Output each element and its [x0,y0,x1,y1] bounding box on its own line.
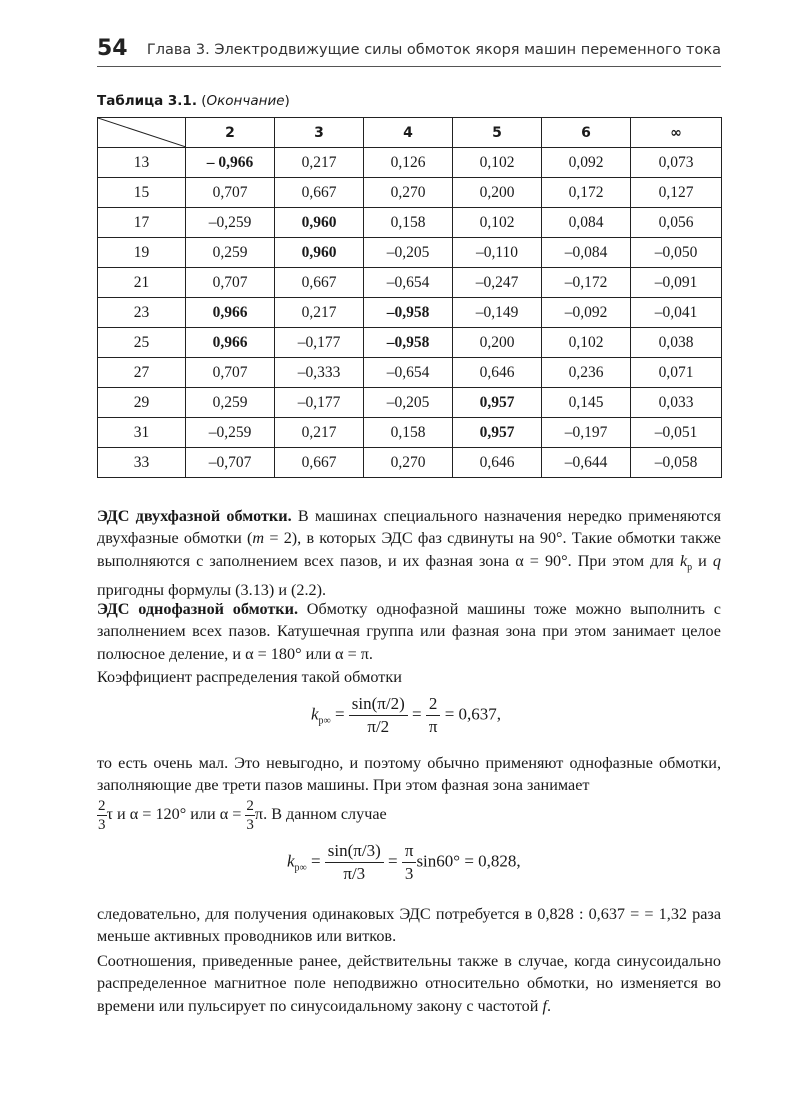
table-row [98,268,722,298]
paragraph-heading: ЭДС двухфазной обмотки. [97,507,292,525]
table-cell: –0,958 [364,328,453,358]
table-cell: –0,177 [275,388,364,418]
paragraph-coefficient-intro: Коэффициент распределения такой обмотки [97,668,402,686]
table-cell: –0,197 [542,418,631,448]
table-cell: 0,667 [275,178,364,208]
table-cell: 0,960 [275,238,364,268]
table-header-row [98,118,722,148]
table-cell: 0,270 [364,178,453,208]
table-cell: 0,073 [631,148,722,178]
table-cell: 0,158 [364,208,453,238]
table-row [98,298,722,328]
table-cell: –0,091 [631,268,722,298]
table-cell: –0,333 [275,358,364,388]
table-row [98,448,722,478]
coefficient-table [97,117,722,478]
column-header: 4 [364,118,453,148]
table-cell: 0,707 [186,268,275,298]
table-cell: –0,051 [631,418,722,448]
table-cell: 0,158 [364,418,453,448]
table-cell: –0,654 [364,268,453,298]
row-header-cell: 33 [98,448,186,478]
row-header-cell: 13 [98,148,186,178]
table-cell: 0,102 [453,148,542,178]
row-header-cell: 31 [98,418,186,448]
table-cell: 0,217 [275,298,364,328]
table-cell: 0,145 [542,388,631,418]
paragraph-conclusion: следовательно, для получения одинаковых ЭДС потребуется в 0,828 : 0,637 = = 1,32 раза меньше активных проводников или витков. [97,905,721,946]
table-cell: –0,058 [631,448,722,478]
table-cell: –0,172 [542,268,631,298]
table-cell: –0,707 [186,448,275,478]
row-header-cell: 15 [98,178,186,208]
table-cell: 0,236 [542,358,631,388]
table-cell: –0,205 [364,388,453,418]
table-cell: –0,084 [542,238,631,268]
fraction: $\frac{2}{3}$ [98,797,106,833]
running-head: Глава 3. Электродвижущие силы обмоток якоря машин переменного тока [146,42,721,58]
table-cell: 0,646 [453,448,542,478]
table-row [98,178,722,208]
row-header-cell: 25 [98,328,186,358]
paragraph-pulsating-field: Соотношения, приведенные ранее, действительны также в случае, когда синусоидально распределенное магнитное поле неподвижно относительно обмотки, но изменяется во времени или пульсирует по синусоидальному закону с частотой f. [97,952,721,1015]
row-header-cell: 27 [98,358,186,388]
fraction: $\frac{\sin(\pi/3)}{\pi/3}$ [325,840,384,885]
table-cell: –0,259 [186,208,275,238]
table-cell: 0,092 [542,148,631,178]
table-cell: 0,102 [542,328,631,358]
table-cell: 0,172 [542,178,631,208]
table-cell: –0,092 [542,298,631,328]
row-header-cell: 21 [98,268,186,298]
table-row [98,148,722,178]
table-cell: –0,110 [453,238,542,268]
table-caption-note: Окончание [206,93,285,109]
table-cell: –0,247 [453,268,542,298]
fraction: $\frac{\pi}{3}$ [402,840,417,885]
table-cell: 0,957 [453,388,542,418]
row-header-cell: 19 [98,238,186,268]
table-cell: 0,056 [631,208,722,238]
table-cell: –0,041 [631,298,722,328]
formula-distribution-pi3: $k_{р\infty}$ = $\frac{\sin(\pi/3)}{\pi/3}$ = $\frac{\pi}{3}$ sin60° = 0,828, [287,841,521,883]
table-cell: 0,960 [275,208,364,238]
table-cell: 0,270 [364,448,453,478]
table-row [98,358,722,388]
page-header [97,36,721,67]
paragraph-two-phase: ЭДС двухфазной обмотки. В машинах специального назначения нередко применяются двухфазные обмотки (m = 2), в которых ЭДС фаз сдвинуты на 90°. Такие обмотки также выполняются с заполнением всех пазов, и их фазная зона α = 90°. При этом для $k_р$ и q пригодны формулы (3.13) и (2.2). [97,507,721,599]
table-caption-label: Таблица 3.1. [97,93,197,109]
table-cell: 0,126 [364,148,453,178]
column-header: 2 [186,118,275,148]
table-cell: –0,644 [542,448,631,478]
table-cell: 0,707 [186,358,275,388]
table-cell: 0,084 [542,208,631,238]
table-cell: 0,217 [275,418,364,448]
table-cell: 0,957 [453,418,542,448]
table-cell: – 0,966 [186,148,275,178]
formula-distribution-pi2: $k_{р\infty}$ = $\frac{\sin(\pi/2)}{\pi/2}$ = $\frac{2}{\pi}$ = 0,637, [311,694,502,736]
table-cell: 0,259 [186,238,275,268]
table-cell: 0,966 [186,298,275,328]
column-header: 6 [542,118,631,148]
table-cell: –0,149 [453,298,542,328]
column-header: 3 [275,118,364,148]
page-number: 54 [97,36,128,61]
table-cell: 0,200 [453,328,542,358]
table-cell: –0,958 [364,298,453,328]
table-cell: 0,966 [186,328,275,358]
table-cell: 0,259 [186,388,275,418]
table-row [98,418,722,448]
table-cell: 0,217 [275,148,364,178]
paragraph-single-phase: ЭДС однофазной обмотки. Обмотку однофазной машины тоже можно выполнить с заполнением всех пазов. Катушечная группа или фазная зона при этом занимает целое полюсное деление, и α = 180° или α = π. [97,600,721,663]
row-header-cell: 29 [98,388,186,418]
table-cell: 0,707 [186,178,275,208]
table-cell: 0,033 [631,388,722,418]
row-header-cell: 17 [98,208,186,238]
table-row [98,208,722,238]
fraction: $\frac{2}{\pi}$ [426,693,441,738]
table-cell: –0,205 [364,238,453,268]
table-cell: –0,177 [275,328,364,358]
table-cell: –0,259 [186,418,275,448]
table-cell: 0,038 [631,328,722,358]
paragraph-heading: ЭДС однофазной обмотки. [97,600,299,618]
table-cell: 0,200 [453,178,542,208]
fraction: $\frac{\sin(\pi/2)}{\pi/2}$ [349,693,408,738]
table-row [98,328,722,358]
table-cell: 0,127 [631,178,722,208]
table-cell: 0,071 [631,358,722,388]
paragraph-two-thirds: то есть очень мал. Это невыгодно, и поэтому обычно применяют однофазные обмотки, заполняющие две трети пазов машины. При этом фазная зона занимает $\frac{2}{3}$ τ и α = 120° или α = $\frac{2}{3}$ π. В данном случае [97,754,721,833]
table-cell: 0,102 [453,208,542,238]
column-header: ∞ [631,118,722,148]
table-caption: Таблица 3.1. (Окончание) [97,93,290,109]
table-cell: 0,646 [453,358,542,388]
table-cell: 0,667 [275,448,364,478]
column-header: 5 [453,118,542,148]
diagonal-line [98,118,186,147]
table-cell: –0,654 [364,358,453,388]
table-row [98,238,722,268]
table-cell: 0,667 [275,268,364,298]
row-header-cell: 23 [98,298,186,328]
table-corner-cell [98,118,186,148]
fraction: $\frac{2}{3}$ [246,797,254,833]
table-row [98,388,722,418]
table-cell: –0,050 [631,238,722,268]
